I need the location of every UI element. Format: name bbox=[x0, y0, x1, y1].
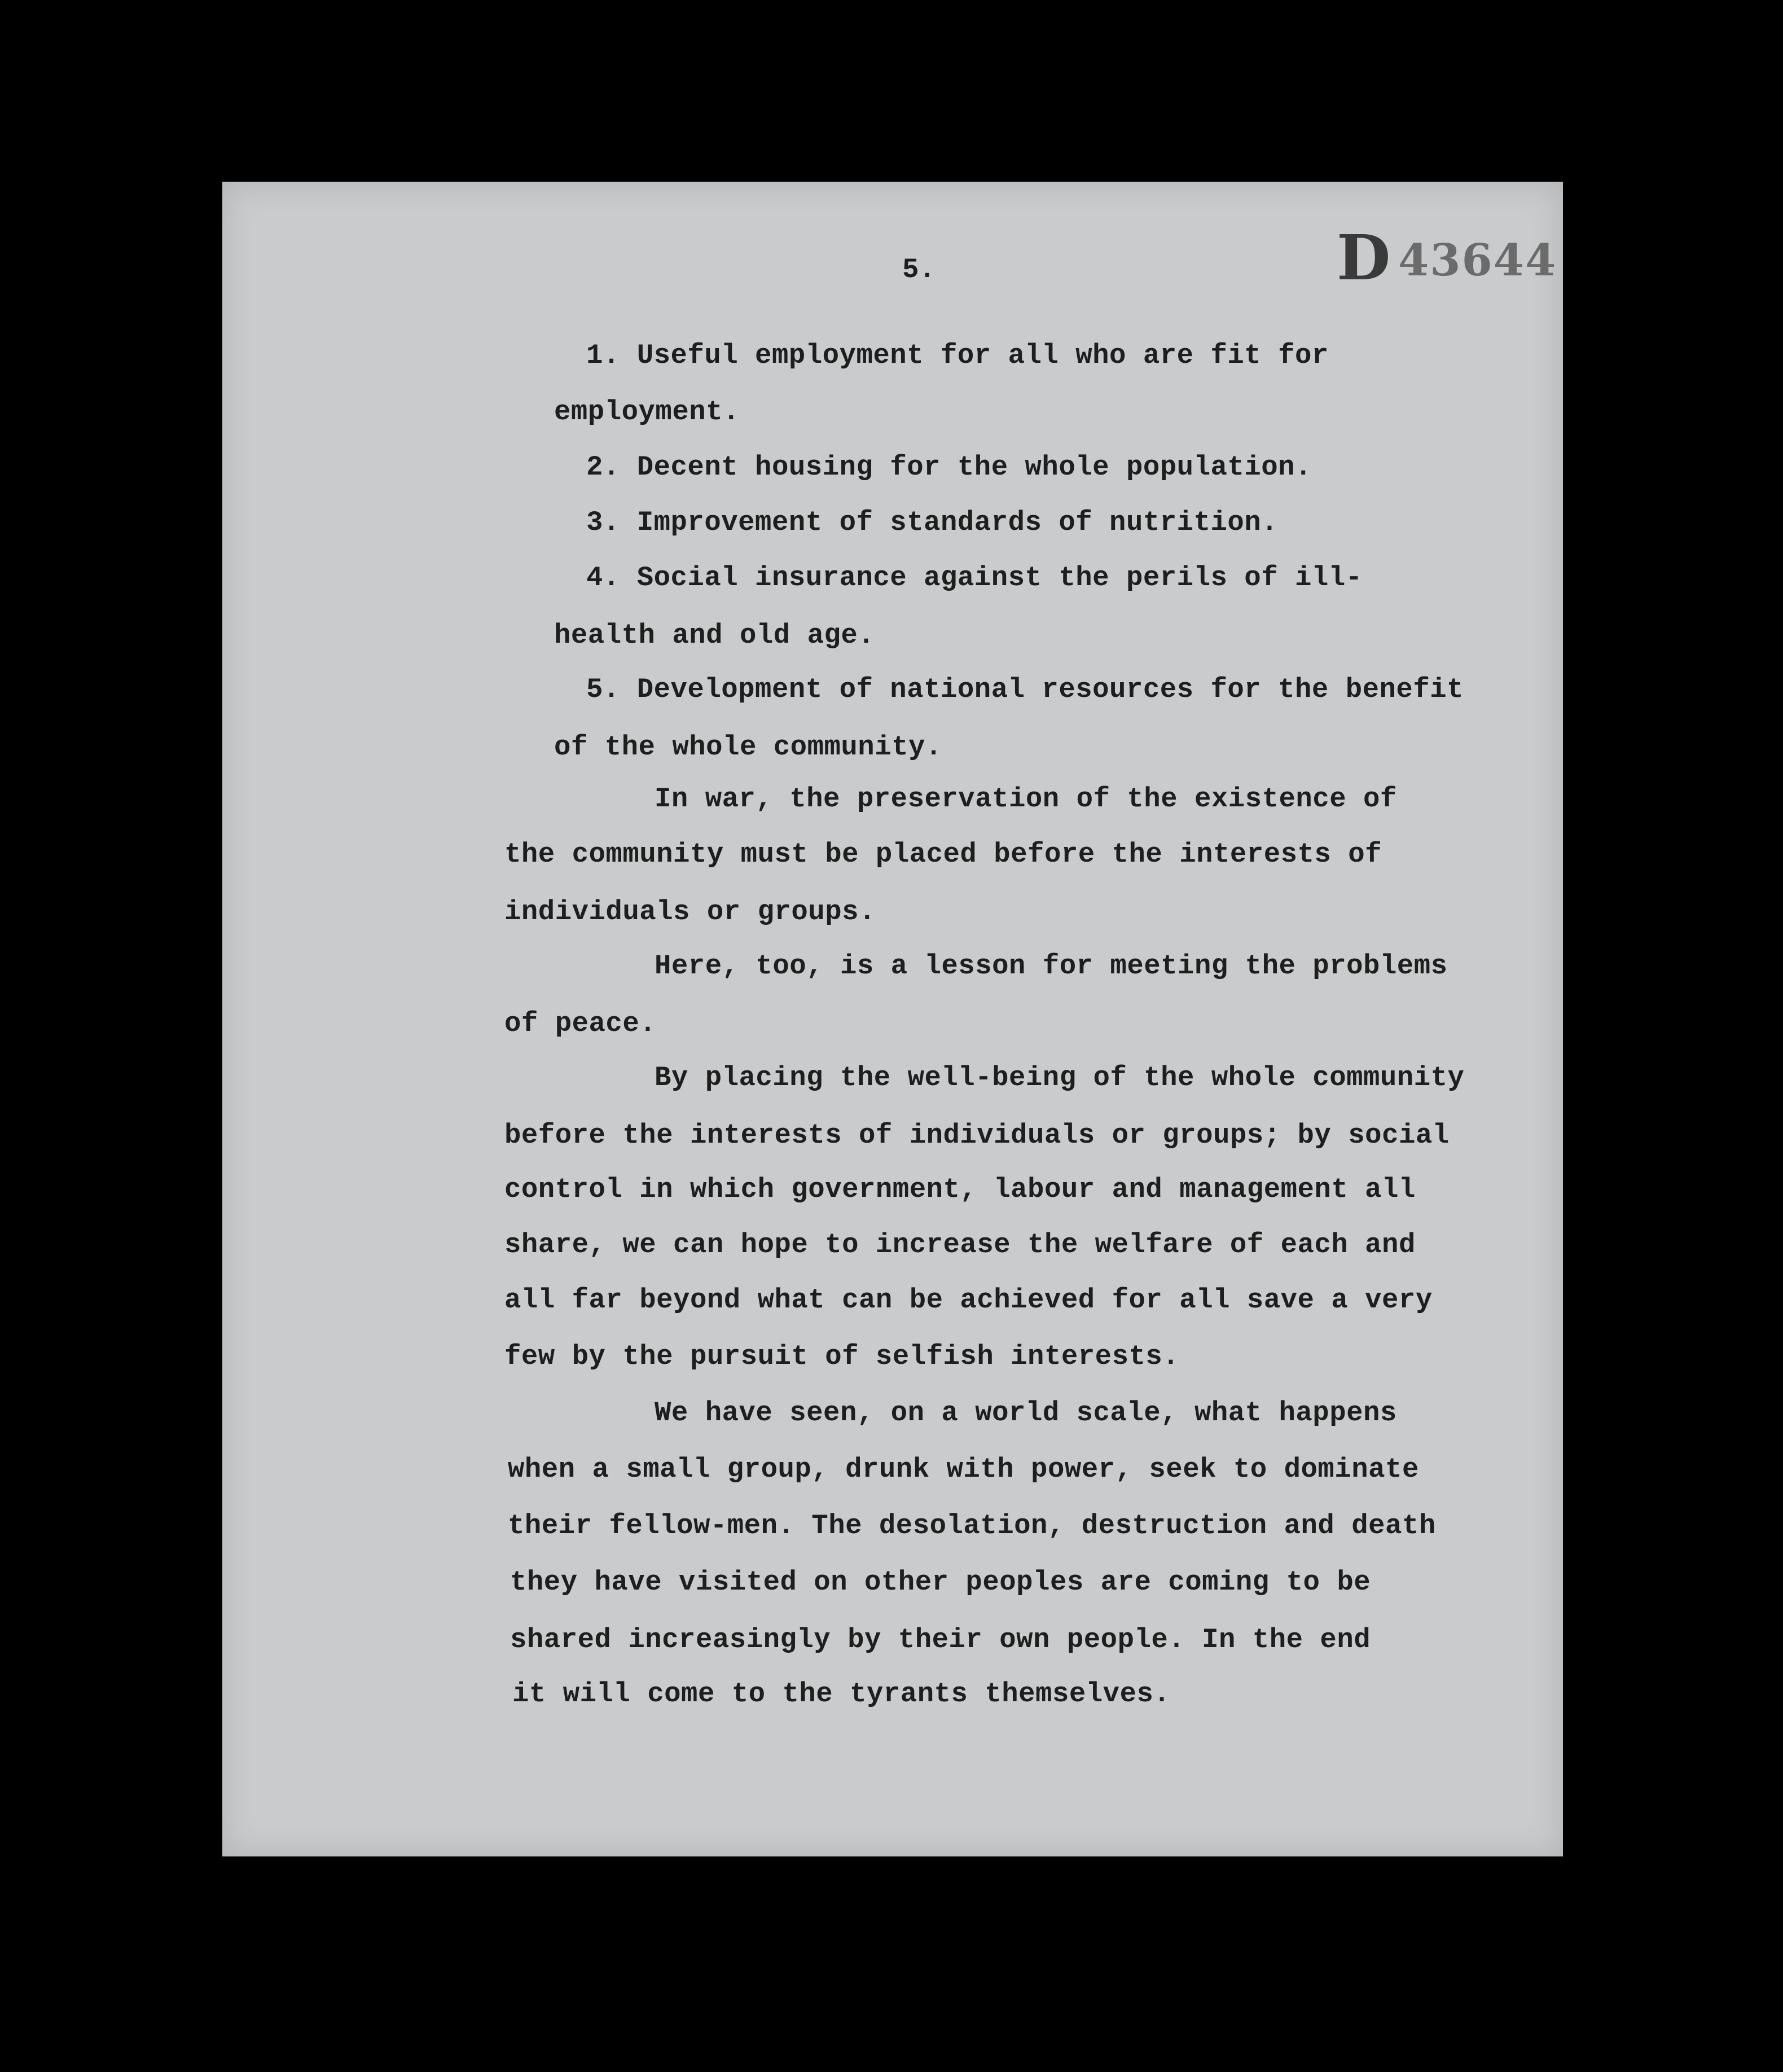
document-page bbox=[222, 182, 1563, 1856]
paragraph-line: their fellow-men. The desolation, destruction and death bbox=[508, 1510, 1436, 1542]
paragraph-line: the community must be placed before the interests of bbox=[504, 839, 1382, 870]
paragraph-line: We have seen, on a world scale, what happens bbox=[655, 1397, 1397, 1429]
stamp-number: 43644 bbox=[1398, 235, 1557, 286]
list-item-3: 3. Improvement of standards of nutrition. bbox=[586, 507, 1279, 538]
paragraph-line: shared increasingly by their own people. In the end bbox=[510, 1624, 1371, 1656]
paragraph-line: all far beyond what can be achieved for all save a very bbox=[504, 1284, 1433, 1316]
list-item-1-line-2: employment. bbox=[554, 396, 740, 428]
archive-stamp bbox=[1337, 221, 1557, 294]
list-item-5-line-2: of the whole community. bbox=[554, 731, 942, 763]
paragraph-line: In war, the preservation of the existence of bbox=[655, 783, 1397, 815]
paragraph-line: individuals or groups. bbox=[504, 896, 876, 928]
list-item-2: 2. Decent housing for the whole population. bbox=[586, 451, 1312, 483]
list-item-4-line-2: health and old age. bbox=[554, 620, 875, 651]
paragraph-line: of peace. bbox=[504, 1008, 657, 1039]
paragraph-line: control in which government, labour and management all bbox=[504, 1174, 1416, 1205]
paragraph-line: Here, too, is a lesson for meeting the problems bbox=[655, 950, 1448, 982]
paragraph-line: By placing the well-being of the whole community bbox=[655, 1062, 1465, 1094]
page-number: 5. bbox=[902, 254, 936, 286]
paragraph-line: when a small group, drunk with power, seek to dominate bbox=[508, 1454, 1419, 1485]
paragraph-line: it will come to the tyrants themselves. bbox=[512, 1678, 1171, 1710]
paragraph-line: share, we can hope to increase the welfare of each and bbox=[504, 1229, 1416, 1261]
list-item-4-line-1: 4. Social insurance against the perils of ill- bbox=[586, 562, 1363, 594]
paragraph-line: few by the pursuit of selfish interests. bbox=[504, 1341, 1180, 1372]
stamp-letter: D bbox=[1337, 221, 1391, 294]
paragraph-line: before the interests of individuals or groups; by social bbox=[504, 1120, 1450, 1151]
list-item-1-line-1: 1. Useful employment for all who are fit for bbox=[586, 340, 1329, 371]
paragraph-line: they have visited on other peoples are coming to be bbox=[510, 1566, 1371, 1598]
list-item-5-line-1: 5. Development of national resources for the benefit bbox=[586, 674, 1464, 705]
